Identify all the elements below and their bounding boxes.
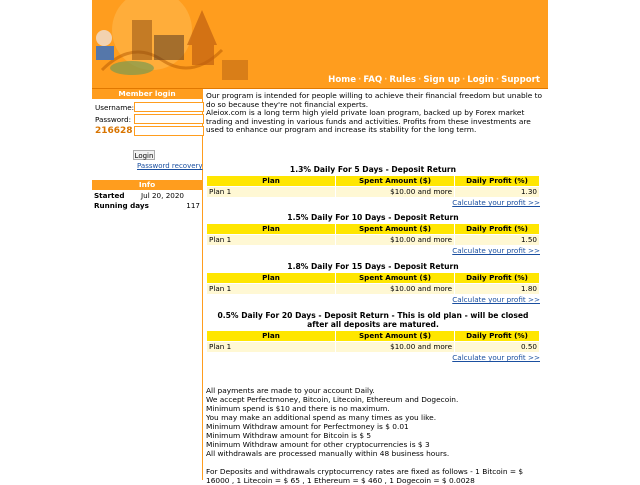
nav-separator: · bbox=[384, 75, 388, 85]
plan-block bbox=[206, 165, 540, 208]
note-line: Minimum Withdraw amount for Bitcoin is $ 5 bbox=[206, 431, 372, 440]
calculate-profit-link[interactable]: Calculate your profit >> bbox=[452, 198, 540, 207]
plan-table bbox=[206, 272, 540, 295]
plan-name: Plan 1 bbox=[207, 342, 336, 353]
plan-title: 1.8% Daily For 15 Days - Deposit Return bbox=[287, 262, 459, 271]
nav-rules-link[interactable]: Rules bbox=[389, 75, 417, 85]
captcha-row bbox=[94, 126, 200, 138]
note-line: Minimum Withdraw amount for Perfectmoney is $ 0.01 bbox=[206, 422, 409, 431]
plan-table bbox=[206, 223, 540, 246]
col-plan-header: Plan bbox=[207, 273, 336, 284]
info-started-row bbox=[92, 190, 202, 200]
note-line: Minimum Withdraw amount for other cryptocurrencies is $ 3 bbox=[206, 440, 430, 449]
nav-faq-link[interactable]: FAQ bbox=[363, 75, 383, 85]
started-value: Jul 20, 2020 bbox=[141, 191, 184, 200]
main-content bbox=[206, 91, 546, 485]
started-label: Started bbox=[94, 191, 125, 200]
plan-profit: 1.80 bbox=[455, 284, 540, 295]
table-row bbox=[207, 342, 540, 353]
plan-title: 1.3% Daily For 5 Days - Deposit Return bbox=[289, 165, 457, 174]
nav-signup-link[interactable]: Sign up bbox=[423, 75, 460, 85]
running-days-label: Running days bbox=[94, 201, 149, 210]
plan-table bbox=[206, 175, 540, 198]
info-running-row bbox=[92, 200, 202, 210]
plan-name: Plan 1 bbox=[207, 284, 336, 295]
col-profit-header: Daily Profit (%) bbox=[455, 224, 540, 235]
password-label: Password: bbox=[95, 115, 131, 124]
note-line: All payments are made to your account Daily. bbox=[206, 386, 375, 395]
nav-separator: · bbox=[418, 75, 422, 85]
col-spent-header: Spent Amount ($) bbox=[336, 331, 455, 342]
col-spent-header: Spent Amount ($) bbox=[336, 273, 455, 284]
info-heading: Info bbox=[92, 180, 202, 190]
username-input[interactable] bbox=[134, 102, 204, 112]
username-row bbox=[94, 102, 200, 114]
col-plan-header: Plan bbox=[207, 176, 336, 187]
col-plan-header: Plan bbox=[207, 331, 336, 342]
header-collage-image bbox=[92, 0, 252, 86]
login-button[interactable]: Login bbox=[134, 152, 154, 160]
plan-table bbox=[206, 330, 540, 353]
captcha-image-text: 216628 bbox=[95, 126, 133, 136]
plan-block bbox=[206, 262, 540, 305]
table-row bbox=[207, 235, 540, 246]
plan-table-header bbox=[207, 273, 540, 284]
spacer bbox=[206, 458, 540, 467]
password-row bbox=[94, 114, 200, 126]
table-row bbox=[207, 187, 540, 198]
plan-title: 0.5% Daily For 20 Days - Deposit Return - This is old plan - will be closed after all deposits are matured. bbox=[217, 311, 529, 329]
plan-amount: $10.00 and more bbox=[336, 187, 455, 198]
col-profit-header: Daily Profit (%) bbox=[455, 176, 540, 187]
note-line: We accept Perfectmoney, Bitcoin, Litecoin, Ethereum and Dogecoin. bbox=[206, 395, 459, 404]
password-recovery-link[interactable]: Password recovery bbox=[137, 162, 203, 170]
plan-title: 1.5% Daily For 10 Days - Deposit Return bbox=[287, 213, 459, 222]
intro-paragraph-2: Aleiox.com is a long term high yield private loan program, backed up by Forex market trading and investing in various funds and activities. Profits from these investments are used to enhance our program and increase its stability for the long term. bbox=[206, 108, 531, 135]
plan-profit: 0.50 bbox=[455, 342, 540, 353]
top-navigation bbox=[328, 75, 540, 85]
intro-paragraph-1: Our program is intended for people willing to achieve their financial freedom but unable to do so because they're not financial experts. bbox=[206, 91, 543, 109]
plan-name: Plan 1 bbox=[207, 235, 336, 246]
nav-separator: · bbox=[461, 75, 466, 85]
nav-separator: · bbox=[358, 75, 362, 85]
member-login-heading: Member login bbox=[92, 89, 202, 99]
plan-profit: 1.30 bbox=[455, 187, 540, 198]
plan-name: Plan 1 bbox=[207, 187, 336, 198]
note-line: All withdrawals are processed manually within 48 business hours. bbox=[206, 449, 450, 458]
table-row bbox=[207, 284, 540, 295]
col-plan-header: Plan bbox=[207, 224, 336, 235]
sidebar bbox=[92, 89, 203, 480]
payment-notes bbox=[206, 386, 540, 485]
plan-table-header bbox=[207, 176, 540, 187]
nav-support-link[interactable]: Support bbox=[501, 75, 540, 85]
login-form bbox=[92, 99, 203, 170]
calculate-profit-link[interactable]: Calculate your profit >> bbox=[452, 295, 540, 304]
username-label: Username: bbox=[95, 103, 135, 112]
page bbox=[92, 0, 548, 485]
col-spent-header: Spent Amount ($) bbox=[336, 176, 455, 187]
nav-home-link[interactable]: Home bbox=[328, 75, 357, 85]
plan-profit: 1.50 bbox=[455, 235, 540, 246]
running-days-value: 117 bbox=[186, 201, 200, 210]
plan-block bbox=[206, 213, 540, 256]
col-profit-header: Daily Profit (%) bbox=[455, 273, 540, 284]
calculate-profit-link[interactable]: Calculate your profit >> bbox=[452, 246, 540, 255]
note-line: You may make an additional spend as many times as you like. bbox=[206, 413, 437, 422]
plan-table-header bbox=[207, 331, 540, 342]
plan-block bbox=[206, 311, 540, 363]
nav-login-link[interactable]: Login bbox=[467, 75, 494, 85]
plan-amount: $10.00 and more bbox=[336, 284, 455, 295]
plan-amount: $10.00 and more bbox=[336, 342, 455, 353]
plan-amount: $10.00 and more bbox=[336, 235, 455, 246]
calculate-profit-link[interactable]: Calculate your profit >> bbox=[452, 353, 540, 362]
site-header bbox=[92, 0, 548, 89]
col-spent-header: Spent Amount ($) bbox=[336, 224, 455, 235]
captcha-input[interactable] bbox=[134, 126, 204, 136]
nav-separator: · bbox=[495, 75, 500, 85]
col-profit-header: Daily Profit (%) bbox=[455, 331, 540, 342]
password-input[interactable] bbox=[134, 114, 204, 124]
note-line: Minimum spend is $10 and there is no maximum. bbox=[206, 404, 390, 413]
plan-table-header bbox=[207, 224, 540, 235]
rates-note: For Deposits and withdrawals cryptocurrency rates are fixed as follows - 1 Bitcoin = $ 16000 , 1 Litecoin = $ 65 , 1 Ethereum = $ 460 , 1 Dogecoin = $ 0.0028 bbox=[206, 467, 524, 485]
